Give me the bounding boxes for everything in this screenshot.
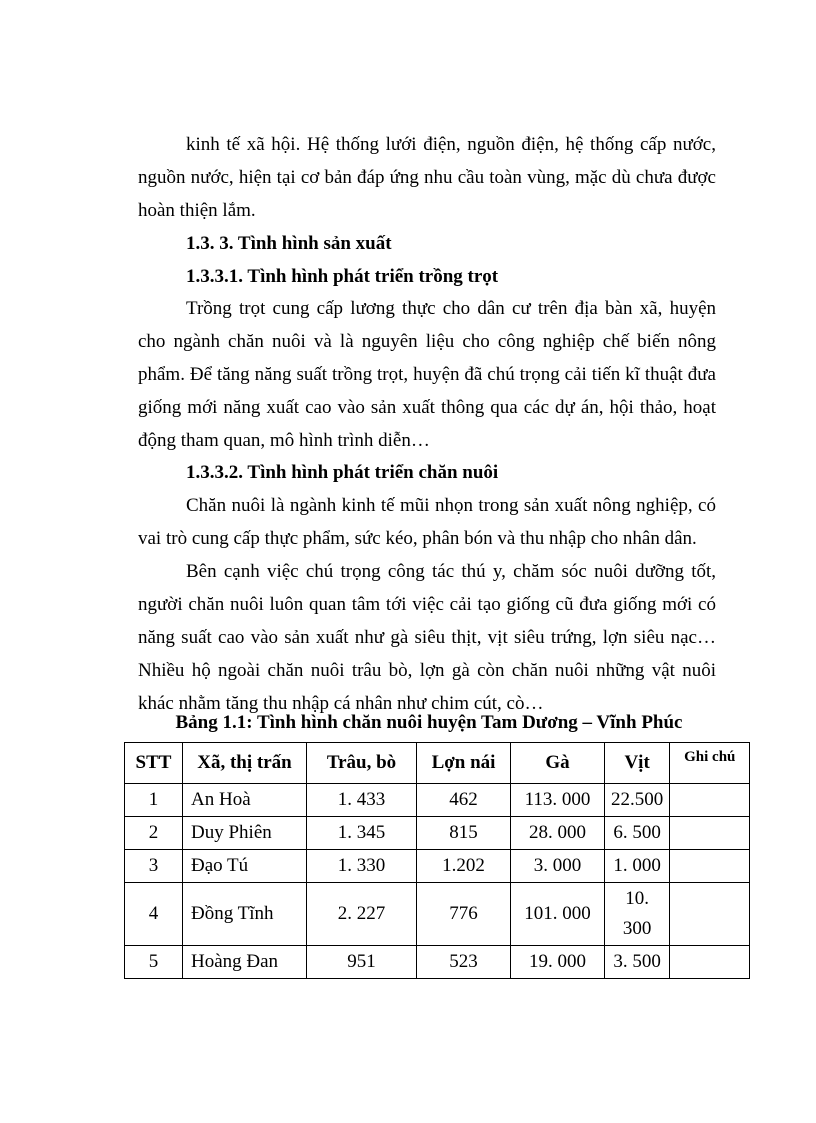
paragraph-4-line-1: Bên cạnh việc chú trọng công tác thú y, chăm sóc nuôi dưỡng tốt,	[186, 561, 716, 582]
table-row	[125, 850, 750, 883]
paragraph-2-line-1: Trồng trọt cung cấp lương thực cho dân cư trên địa bàn xã, huyện	[186, 298, 716, 319]
paragraph-4-line-4: Nhiều hộ ngoài chăn nuôi trâu bò, lợn gà còn chăn nuôi những vật nuôi	[138, 660, 716, 681]
cell-stt: 2	[125, 817, 183, 850]
cell-sows: 776	[417, 883, 511, 946]
cell-duck: 22.500	[605, 784, 670, 817]
cell-commune: Hoàng Đan	[183, 946, 307, 979]
cell-commune: An Hoà	[183, 784, 307, 817]
cell-buffalo-cattle: 1. 330	[307, 850, 417, 883]
cell-sows: 815	[417, 817, 511, 850]
header-note: Ghi chú	[670, 743, 750, 784]
cell-commune: Duy Phiên	[183, 817, 307, 850]
header-duck: Vịt	[605, 743, 670, 784]
cell-stt: 5	[125, 946, 183, 979]
cell-buffalo-cattle: 1. 433	[307, 784, 417, 817]
cell-sows: 462	[417, 784, 511, 817]
paragraph-2-line-2: cho ngành chăn nuôi và là nguyên liệu cho công nghiệp chế biến nông	[138, 331, 716, 352]
paragraph-4-line-5: khác nhằm tăng thu nhập cá nhân như chim cút, cò…	[138, 693, 544, 714]
cell-duck: 1. 000	[605, 850, 670, 883]
cell-commune: Đồng Tĩnh	[183, 883, 307, 946]
paragraph-4-line-2: người chăn nuôi luôn quan tâm tới việc cải tạo giống cũ đưa giống mới có	[138, 594, 716, 615]
paragraph-1-line-1: kinh tế xã hội. Hệ thống lưới điện, nguồn điện, hệ thống cấp nước,	[186, 134, 716, 155]
paragraph-2-line-4: giống mới năng xuất cao vào sản xuất thông qua các dự án, hội thảo, hoạt	[138, 397, 716, 418]
cell-chicken: 3. 000	[511, 850, 605, 883]
cell-note	[670, 850, 750, 883]
header-commune: Xã, thị trấn	[183, 743, 307, 784]
cell-note	[670, 946, 750, 979]
paragraph-4-line-3: năng suất cao vào sản xuất như gà siêu thịt, vịt siêu trứng, lợn siêu nạc…	[138, 627, 716, 648]
section-heading-1-3-3: 1.3. 3. Tình hình sản xuất	[186, 233, 392, 254]
table-row	[125, 946, 750, 979]
cell-buffalo-cattle: 2. 227	[307, 883, 417, 946]
table-row	[125, 784, 750, 817]
cell-chicken: 101. 000	[511, 883, 605, 946]
cell-sows: 1.202	[417, 850, 511, 883]
cell-chicken: 113. 000	[511, 784, 605, 817]
table-row	[125, 817, 750, 850]
paragraph-1-line-3: hoàn thiện lắm.	[138, 200, 256, 221]
cell-buffalo-cattle: 951	[307, 946, 417, 979]
table-row	[125, 883, 750, 946]
cell-chicken: 19. 000	[511, 946, 605, 979]
header-buffalo-cattle: Trâu, bò	[307, 743, 417, 784]
livestock-table	[124, 742, 750, 979]
header-stt: STT	[125, 743, 183, 784]
paragraph-2-line-5: động tham quan, mô hình trình diễn…	[138, 430, 430, 451]
cell-duck: 10. 300	[605, 883, 670, 946]
cell-sows: 523	[417, 946, 511, 979]
table-header-row	[125, 743, 750, 784]
cell-note	[670, 817, 750, 850]
cell-commune: Đạo Tú	[183, 850, 307, 883]
section-heading-1-3-3-1: 1.3.3.1. Tình hình phát triển trồng trọt	[186, 266, 499, 287]
cell-stt: 3	[125, 850, 183, 883]
table-caption: Bảng 1.1: Tình hình chăn nuôi huyện Tam Dương – Vĩnh Phúc	[175, 712, 683, 733]
paragraph-1-line-2: nguồn nước, hiện tại cơ bản đáp ứng nhu cầu toàn vùng, mặc dù chưa được	[138, 167, 716, 188]
cell-stt: 4	[125, 883, 183, 946]
cell-duck: 3. 500	[605, 946, 670, 979]
cell-chicken: 28. 000	[511, 817, 605, 850]
cell-note	[670, 784, 750, 817]
cell-note	[670, 883, 750, 946]
paragraph-3-line-1: Chăn nuôi là ngành kinh tế mũi nhọn trong sản xuất nông nghiệp, có	[186, 495, 716, 516]
paragraph-2-line-3: phẩm. Để tăng năng suất trồng trọt, huyện đã chú trọng cải tiến kĩ thuật đưa	[138, 364, 716, 385]
header-sows: Lợn nái	[417, 743, 511, 784]
paragraph-3-line-2: vai trò cung cấp thực phẩm, sức kéo, phân bón và thu nhập cho nhân dân.	[138, 528, 697, 549]
section-heading-1-3-3-2: 1.3.3.2. Tình hình phát triển chăn nuôi	[186, 462, 499, 483]
cell-buffalo-cattle: 1. 345	[307, 817, 417, 850]
cell-stt: 1	[125, 784, 183, 817]
cell-duck: 6. 500	[605, 817, 670, 850]
header-chicken: Gà	[511, 743, 605, 784]
